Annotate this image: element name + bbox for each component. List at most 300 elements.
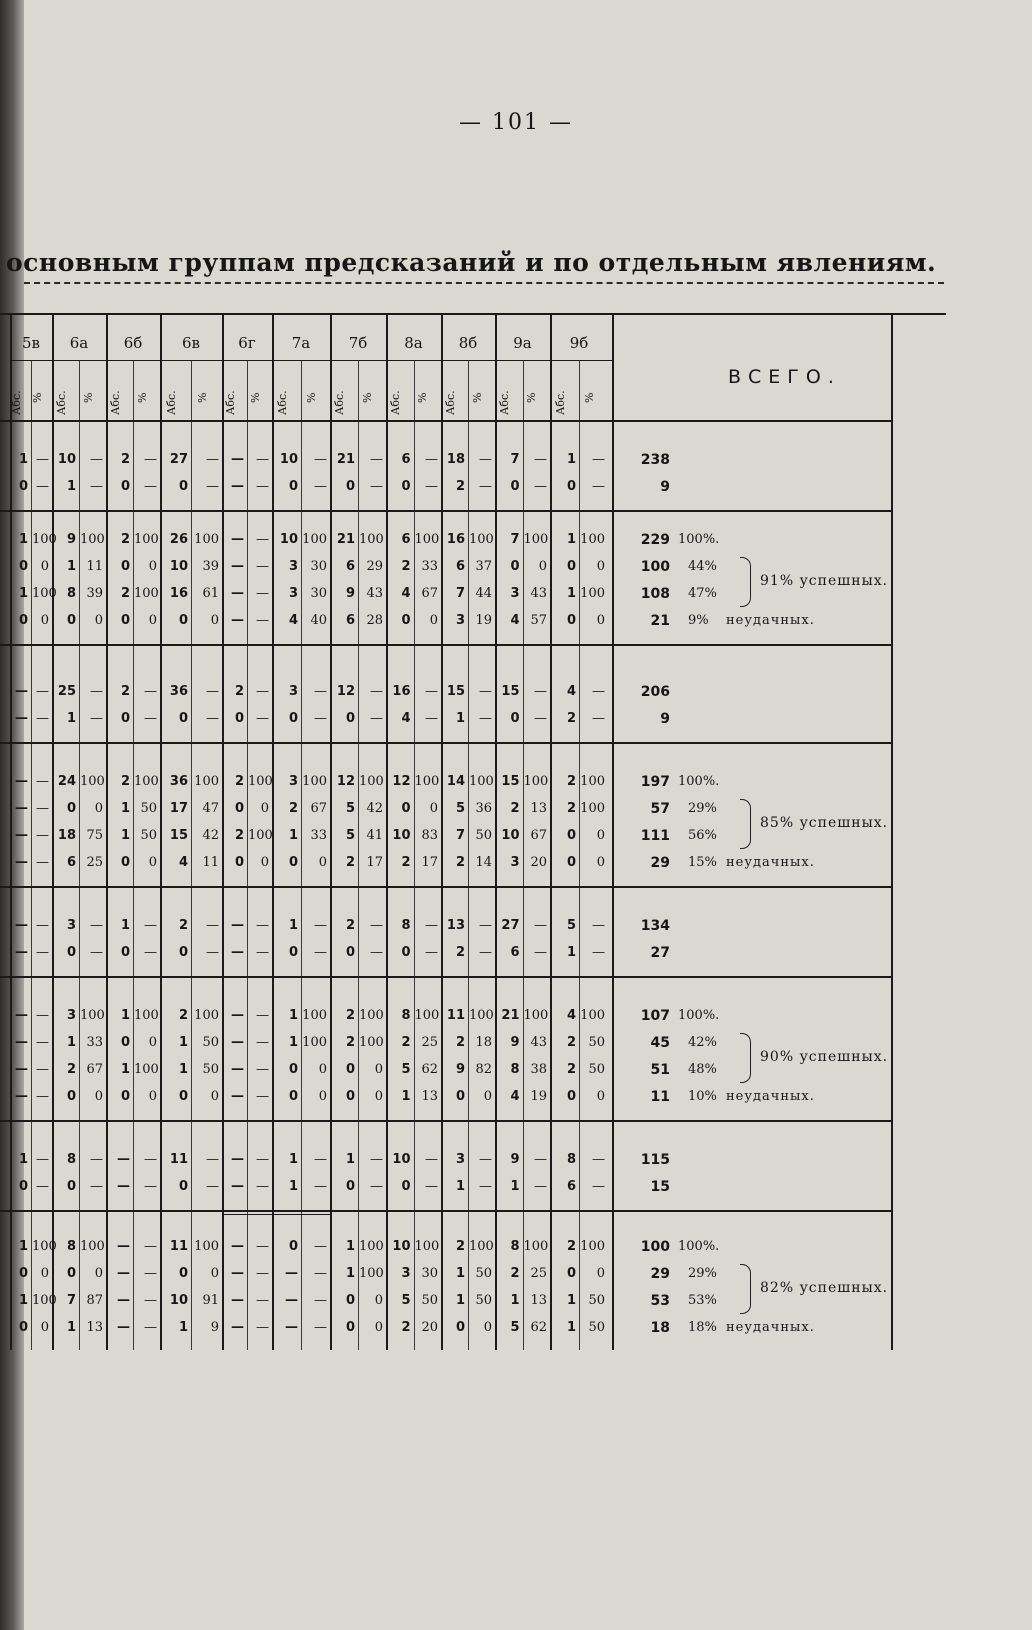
column-header: 8б <box>458 334 478 352</box>
table-cell-abs: 1 <box>288 828 298 843</box>
table-cell-pct: — <box>90 1152 103 1167</box>
success-brace <box>740 799 751 849</box>
column-header: 7б <box>348 334 368 352</box>
table-cell-pct: 0 <box>40 1266 49 1281</box>
table-cell-pct: 100 <box>523 1239 549 1254</box>
row-total-percent: 100%. <box>678 532 720 547</box>
subheader-pct: % <box>135 392 149 404</box>
table-cell-abs: 1 <box>566 452 576 467</box>
table-cell-abs: 36 <box>169 684 188 699</box>
table-cell-pct: — <box>36 452 49 467</box>
table-cell-pct: — <box>36 855 49 870</box>
table-cell-abs: 8 <box>510 1239 520 1254</box>
table-cell-pct: 0 <box>596 828 605 843</box>
table-cell-pct: — <box>314 1239 327 1254</box>
table-cell-abs: — <box>15 801 28 816</box>
row-total-percent: 10% <box>688 1089 717 1104</box>
table-cell-pct: 100 <box>134 1062 159 1077</box>
table-cell-pct: 61 <box>202 586 219 601</box>
table-cell-pct: 25 <box>421 1035 438 1050</box>
table-cell-pct: — <box>256 559 269 574</box>
row-total-percent: 100%. <box>678 1008 720 1023</box>
table-heading: основным группам предсказаний и по отдельным явлениям. <box>6 248 937 277</box>
table-cell-pct: 0 <box>148 559 157 574</box>
table-cell-pct: 41 <box>366 828 383 843</box>
row-total: 229 <box>640 532 670 548</box>
table-cell-abs: 0 <box>401 479 411 494</box>
table-cell-abs: 0 <box>178 479 188 494</box>
table-cell-abs: 8 <box>401 918 411 933</box>
table-cell-pct: 0 <box>148 1089 157 1104</box>
table-cell-abs: 0 <box>18 479 28 494</box>
table-cell-abs: 0 <box>455 1089 465 1104</box>
table-cell-pct: — <box>256 1035 269 1050</box>
table-cell-pct: 0 <box>260 855 269 870</box>
table-cell-pct: 0 <box>260 801 269 816</box>
table-cell-pct: 50 <box>588 1035 605 1050</box>
column-header: 6в <box>182 334 200 352</box>
table-cell-pct: — <box>370 1152 383 1167</box>
table-cell-abs: 14 <box>446 774 465 789</box>
table-cell-abs: — <box>231 613 244 628</box>
table-cell-pct: — <box>314 1152 327 1167</box>
table-cell-pct: 100 <box>194 532 219 547</box>
table-cell-pct: — <box>314 918 327 933</box>
table-cell-pct: — <box>425 1179 438 1194</box>
table-cell-pct: 100 <box>194 774 219 789</box>
table-cell-pct: 100 <box>32 532 57 547</box>
table-cell-pct: 0 <box>374 1320 383 1335</box>
row-total: 238 <box>640 452 670 468</box>
table-cell-pct: — <box>256 711 269 726</box>
table-cell-pct: — <box>256 532 269 547</box>
subheader-pct: % <box>470 392 484 404</box>
table-cell-abs: — <box>15 945 28 960</box>
success-brace <box>740 557 751 607</box>
table-cell-pct: — <box>206 1152 219 1167</box>
table-cell-pct: 0 <box>596 559 605 574</box>
table-cell-pct: 100 <box>194 1239 219 1254</box>
table-cell-abs: 1 <box>510 1293 520 1308</box>
table-cell-pct: — <box>425 479 438 494</box>
table-cell-abs: 2 <box>566 1239 576 1254</box>
table-cell-abs: 9 <box>66 532 76 547</box>
table-cell-pct: 100 <box>523 532 549 547</box>
table-cell-pct: 100 <box>414 1008 440 1023</box>
column-header: 5в <box>22 334 40 352</box>
table-cell-abs: — <box>231 532 244 547</box>
table-cell-pct: 30 <box>310 586 327 601</box>
column-header: 6б <box>123 334 143 352</box>
table-cell-abs: 0 <box>18 1266 28 1281</box>
table-cell-abs: 1 <box>566 1293 576 1308</box>
table-cell-abs: 2 <box>345 1035 355 1050</box>
table-cell-pct: — <box>592 479 605 494</box>
table-cell-abs: — <box>15 1062 28 1077</box>
table-cell-pct: — <box>36 684 49 699</box>
table-cell-abs: 27 <box>501 918 520 933</box>
table-cell-abs: 2 <box>401 855 411 870</box>
table-cell-pct: — <box>425 918 438 933</box>
table-cell-abs: 15 <box>501 774 520 789</box>
table-cell-pct: 50 <box>421 1293 438 1308</box>
table-cell-pct: — <box>256 1293 269 1308</box>
table-cell-pct: 13 <box>530 1293 547 1308</box>
table-cell-abs: 0 <box>120 855 130 870</box>
table-cell-pct: 25 <box>86 855 103 870</box>
table-cell-abs: 1 <box>178 1062 188 1077</box>
table-cell-pct: 87 <box>86 1293 103 1308</box>
table-cell-abs: 8 <box>401 1008 411 1023</box>
table-cell-abs: — <box>117 1293 130 1308</box>
table-cell-abs: 13 <box>446 918 465 933</box>
table-cell-pct: — <box>36 774 49 789</box>
table-cell-pct: 44 <box>475 586 492 601</box>
table-cell-pct: — <box>90 684 103 699</box>
table-cell-abs: 1 <box>455 1293 465 1308</box>
table-cell-abs: — <box>15 1035 28 1050</box>
table-cell-pct: — <box>534 945 547 960</box>
table-cell-abs: — <box>231 479 244 494</box>
table-cell-pct: 100 <box>414 1239 440 1254</box>
row-total-percent: 29% <box>688 801 717 816</box>
table-cell-pct: 100 <box>80 1008 105 1023</box>
table-cell-abs: — <box>231 1320 244 1335</box>
table-cell-pct: 0 <box>94 801 103 816</box>
table-cell-abs: 2 <box>455 1239 465 1254</box>
table-cell-pct: — <box>425 711 438 726</box>
row-total-percent: 47% <box>688 586 717 601</box>
table-cell-pct: — <box>370 452 383 467</box>
table-cell-pct: 100 <box>523 1008 549 1023</box>
table-cell-pct: 19 <box>475 613 492 628</box>
table-cell-pct: 100 <box>469 1008 494 1023</box>
column-header: 6г <box>238 334 256 352</box>
table-cell-abs: 0 <box>18 1320 28 1335</box>
table-cell-pct: 11 <box>202 855 219 870</box>
table-cell-abs: 0 <box>510 559 520 574</box>
table-cell-abs: — <box>231 945 244 960</box>
table-cell-pct: 100 <box>359 1008 384 1023</box>
subheader-abs: Абс. <box>164 390 178 416</box>
table-cell-pct: — <box>534 711 547 726</box>
row-total: 15 <box>650 1179 670 1195</box>
table-cell-pct: — <box>256 1179 269 1194</box>
table-cell-pct: — <box>370 918 383 933</box>
table-cell-pct: — <box>90 1179 103 1194</box>
table-cell-abs: 16 <box>392 684 411 699</box>
table-cell-abs: 2 <box>234 828 244 843</box>
table-cell-pct: — <box>314 1266 327 1281</box>
table-cell-abs: — <box>231 1179 244 1194</box>
table-cell-abs: 9 <box>510 1152 520 1167</box>
table-cell-pct: 91 <box>202 1293 219 1308</box>
table-cell-pct: — <box>206 945 219 960</box>
section-rule <box>0 976 893 978</box>
table-cell-pct: — <box>592 918 605 933</box>
table-cell-abs: 0 <box>288 945 298 960</box>
table-cell-pct: — <box>256 918 269 933</box>
table-cell-abs: 15 <box>169 828 188 843</box>
table-cell-abs: 1 <box>345 1239 355 1254</box>
table-cell-pct: — <box>36 1089 49 1104</box>
table-cell-pct: 43 <box>530 1035 547 1050</box>
section-rule <box>0 886 893 888</box>
table-cell-abs: 0 <box>345 945 355 960</box>
subheader-abs: Абс. <box>54 390 68 416</box>
table-cell-pct: — <box>314 479 327 494</box>
table-cell-pct: — <box>256 1152 269 1167</box>
table-cell-pct: 42 <box>366 801 383 816</box>
table-cell-abs: 0 <box>288 711 298 726</box>
subheader-pct: % <box>416 392 430 404</box>
table-cell-abs: 12 <box>392 774 411 789</box>
section-rule <box>0 1210 893 1212</box>
table-cell-abs: — <box>117 1239 130 1254</box>
table-cell-abs: 9 <box>510 1035 520 1050</box>
table-cell-abs: 2 <box>66 1062 76 1077</box>
table-cell-pct: — <box>256 613 269 628</box>
table-cell-abs: 1 <box>345 1266 355 1281</box>
table-cell-abs: 1 <box>566 945 576 960</box>
table-cell-abs: 2 <box>178 1008 188 1023</box>
table-cell-pct: — <box>592 711 605 726</box>
table-cell-abs: 3 <box>66 918 76 933</box>
table-cell-pct: 0 <box>429 801 438 816</box>
table-cell-pct: 28 <box>366 613 383 628</box>
table-cell-abs: 8 <box>66 1239 76 1254</box>
table-cell-pct: — <box>592 1152 605 1167</box>
table-cell-pct: — <box>256 1239 269 1254</box>
table-cell-abs: 0 <box>345 1179 355 1194</box>
table-cell-abs: 0 <box>345 1293 355 1308</box>
table-cell-abs: 3 <box>66 1008 76 1023</box>
table-cell-pct: 50 <box>140 828 157 843</box>
table-cell-abs: 36 <box>169 774 188 789</box>
table-cell-pct: 50 <box>588 1293 605 1308</box>
table-cell-pct: 0 <box>483 1320 492 1335</box>
table-cell-pct: 0 <box>148 613 157 628</box>
table-cell-pct: 42 <box>202 828 219 843</box>
table-cell-pct: 67 <box>421 586 438 601</box>
table-cell-abs: — <box>117 1152 130 1167</box>
table-cell-pct: — <box>256 1089 269 1104</box>
table-cell-abs: 1 <box>18 452 28 467</box>
table-cell-abs: 1 <box>120 1008 130 1023</box>
table-cell-abs: 0 <box>18 559 28 574</box>
table-cell-abs: 1 <box>345 1152 355 1167</box>
table-cell-abs: 5 <box>566 918 576 933</box>
table-cell-abs: 0 <box>234 801 244 816</box>
table-cell-abs: 2 <box>510 801 520 816</box>
table-cell-pct: — <box>534 479 547 494</box>
table-cell-pct: 0 <box>40 613 49 628</box>
table-cell-abs: 0 <box>18 1179 28 1194</box>
table-cell-abs: 2 <box>510 1266 520 1281</box>
table-cell-abs: — <box>231 586 244 601</box>
table-cell-pct: 50 <box>202 1035 219 1050</box>
table-cell-abs: — <box>231 452 244 467</box>
table-cell-abs: 0 <box>288 855 298 870</box>
row-total: 107 <box>640 1008 670 1024</box>
table-cell-abs: — <box>231 1152 244 1167</box>
table-cell-abs: 8 <box>510 1062 520 1077</box>
table-cell-abs: 6 <box>401 532 411 547</box>
table-cell-pct: 17 <box>421 855 438 870</box>
table-cell-abs: 10 <box>279 532 298 547</box>
row-total: 100 <box>640 559 670 575</box>
table-cell-pct: 50 <box>475 1266 492 1281</box>
table-cell-pct: 0 <box>40 1320 49 1335</box>
row-total: 29 <box>650 855 670 871</box>
table-cell-abs: 6 <box>401 452 411 467</box>
table-cell-abs: 10 <box>169 1293 188 1308</box>
table-cell-pct: 67 <box>86 1062 103 1077</box>
row-total-percent: 44% <box>688 559 717 574</box>
table-cell-pct: 62 <box>530 1320 547 1335</box>
page-number: — 101 — <box>459 110 573 135</box>
table-cell-abs: 2 <box>566 711 576 726</box>
row-total: 206 <box>640 684 670 700</box>
table-cell-pct: 14 <box>475 855 492 870</box>
table-cell-pct: 0 <box>596 613 605 628</box>
table-cell-abs: 4 <box>510 613 520 628</box>
subheader-abs: Абс. <box>275 390 289 416</box>
table-cell-abs: 3 <box>288 586 298 601</box>
table-cell-pct: — <box>256 1008 269 1023</box>
table-cell-pct: — <box>256 479 269 494</box>
subheader-pct: % <box>304 392 318 404</box>
table-cell-abs: 1 <box>66 479 76 494</box>
table-cell-pct: — <box>256 684 269 699</box>
table-cell-pct: 18 <box>475 1035 492 1050</box>
table-cell-abs: 2 <box>345 1008 355 1023</box>
table-cell-pct: 0 <box>429 613 438 628</box>
heading-underline <box>24 282 944 284</box>
subheader-pct: % <box>195 392 209 404</box>
section-rule <box>0 1120 893 1122</box>
table-cell-abs: 4 <box>288 613 298 628</box>
success-label: 85% успешных. <box>760 814 889 831</box>
table-cell-pct: — <box>534 1152 547 1167</box>
row-total-percent: 18% <box>688 1320 717 1335</box>
table-cell-abs: 0 <box>288 1089 298 1104</box>
table-cell-pct: — <box>479 1152 492 1167</box>
table-cell-pct: 40 <box>310 613 327 628</box>
subheader-pct: % <box>81 392 95 404</box>
table-cell-abs: 12 <box>336 774 355 789</box>
row-total: 134 <box>640 918 670 934</box>
table-cell-abs: — <box>15 828 28 843</box>
row-total: 11 <box>650 1089 670 1105</box>
table-cell-pct: — <box>314 452 327 467</box>
success-label: 82% успешных. <box>760 1279 889 1296</box>
table-cell-abs: 0 <box>288 479 298 494</box>
table-cell-pct: — <box>479 918 492 933</box>
table-cell-abs: 1 <box>455 711 465 726</box>
table-cell-pct: — <box>479 452 492 467</box>
table-cell-pct: 50 <box>202 1062 219 1077</box>
table-cell-pct: 43 <box>366 586 383 601</box>
table-cell-abs: 1 <box>288 1152 298 1167</box>
table-cell-abs: — <box>231 1035 244 1050</box>
table-cell-pct: — <box>314 711 327 726</box>
table-cell-pct: 0 <box>374 1062 383 1077</box>
table-cell-pct: 38 <box>530 1062 547 1077</box>
table-cell-pct: — <box>36 945 49 960</box>
table-cell-pct: — <box>425 452 438 467</box>
row-total-percent: 42% <box>688 1035 717 1050</box>
table-cell-abs: 7 <box>455 586 465 601</box>
table-cell-pct: 0 <box>210 1089 219 1104</box>
table-cell-abs: 1 <box>288 1179 298 1194</box>
table-cell-abs: 4 <box>510 1089 520 1104</box>
header-bottom-rule <box>0 420 893 422</box>
table-cell-abs: 0 <box>178 1266 188 1281</box>
column-header: 6а <box>69 334 89 352</box>
table-cell-pct: 100 <box>580 801 605 816</box>
subheader-pct: % <box>582 392 596 404</box>
table-cell-abs: — <box>117 1179 130 1194</box>
table-cell-abs: 21 <box>336 532 355 547</box>
table-cell-pct: 0 <box>318 1089 327 1104</box>
table-cell-abs: 4 <box>566 684 576 699</box>
table-cell-abs: 11 <box>169 1239 188 1254</box>
success-label: 91% успешных. <box>760 572 889 589</box>
table-cell-abs: 27 <box>169 452 188 467</box>
table-cell-pct: — <box>206 918 219 933</box>
table-cell-pct: — <box>144 479 157 494</box>
table-cell-abs: 7 <box>510 532 520 547</box>
table-cell-abs: 0 <box>178 613 188 628</box>
success-brace <box>740 1264 751 1314</box>
table-cell-pct: 50 <box>140 801 157 816</box>
table-cell-pct: — <box>425 684 438 699</box>
subheader-pct: % <box>525 392 539 404</box>
table-cell-abs: 25 <box>57 684 76 699</box>
table-cell-pct: 100 <box>580 774 605 789</box>
table-cell-abs: 5 <box>345 828 355 843</box>
table-cell-abs: 0 <box>401 1179 411 1194</box>
table-cell-pct: — <box>90 711 103 726</box>
table-cell-abs: 2 <box>120 452 130 467</box>
table-cell-pct: — <box>534 684 547 699</box>
table-cell-abs: 0 <box>566 1266 576 1281</box>
table-cell-abs: 5 <box>455 801 465 816</box>
table-cell-abs: 7 <box>510 452 520 467</box>
table-cell-abs: 5 <box>401 1293 411 1308</box>
table-cell-pct: 0 <box>374 1293 383 1308</box>
table-cell-pct: — <box>425 1152 438 1167</box>
table-cell-abs: 6 <box>455 559 465 574</box>
table-cell-abs: 2 <box>345 855 355 870</box>
table-cell-abs: 1 <box>18 1152 28 1167</box>
table-cell-pct: — <box>36 1008 49 1023</box>
table-cell-pct: 100 <box>359 1266 384 1281</box>
row-total: 45 <box>650 1035 670 1051</box>
table-cell-abs: 6 <box>66 855 76 870</box>
table-cell-pct: 100 <box>302 1035 327 1050</box>
table-cell-pct: — <box>90 918 103 933</box>
table-cell-abs: 3 <box>510 855 520 870</box>
row-total: 27 <box>650 945 670 961</box>
row-total-percent: 9% <box>688 613 709 628</box>
table-cell-abs: 0 <box>566 1089 576 1104</box>
table-cell-abs: 0 <box>18 613 28 628</box>
table-cell-abs: — <box>15 918 28 933</box>
subheader-abs: Абс. <box>388 390 402 416</box>
table-cell-pct: 20 <box>530 855 547 870</box>
